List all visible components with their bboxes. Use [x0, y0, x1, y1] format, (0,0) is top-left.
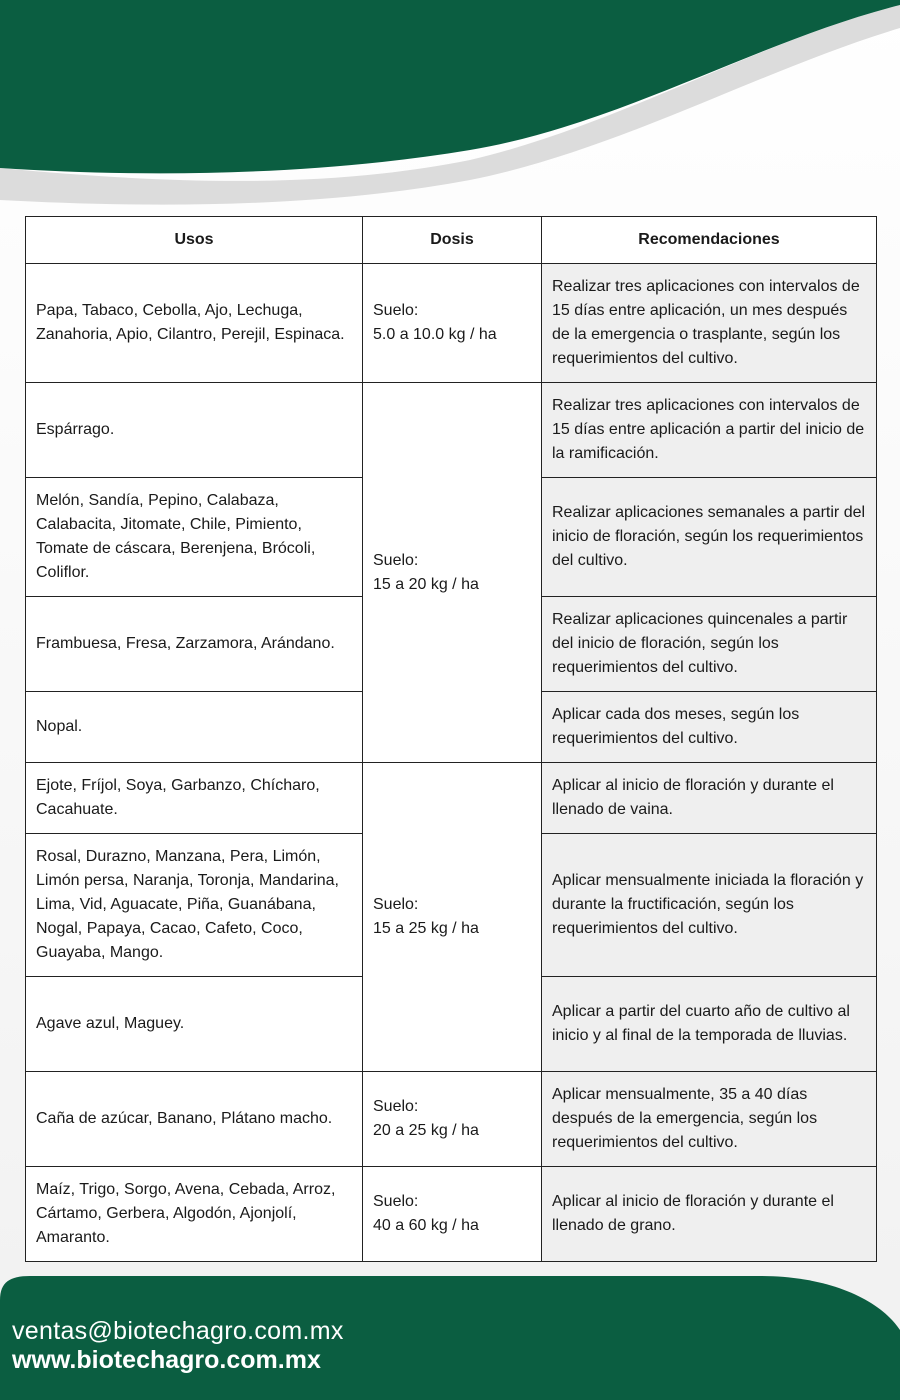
dose-cell — [363, 383, 542, 763]
header-dosis: Dosis — [363, 217, 542, 264]
crop-cell: Rosal, Durazno, Manzana, Pera, Limón, Limón persa, Naranja, Toronja, Mandarina, Lima, Vid, Aguacate, Piña, Guanábana, Nogal, Papaya, Cacao, Cafeto, Coco, Guayaba, Mango. — [26, 834, 363, 977]
recommendation-cell: Aplicar al inicio de floración y durante el llenado de grano. — [542, 1167, 877, 1262]
crop-cell: Melón, Sandía, Pepino, Calabaza, Calabacita, Jitomate, Chile, Pimiento, Tomate de cáscara, Berenjena, Brócoli, Coliflor. — [26, 478, 363, 597]
dose-value: 5.0 a 10.0 kg / ha — [373, 326, 497, 343]
table-header-row — [26, 217, 877, 264]
table-row — [26, 1072, 877, 1167]
crop-cell: Caña de azúcar, Banano, Plátano macho. — [26, 1072, 363, 1167]
recommendation-cell: Realizar aplicaciones semanales a partir del inicio de floración, según los requerimientos del cultivo. — [542, 478, 877, 597]
table-row — [26, 1167, 877, 1262]
dose-label: Suelo: — [373, 302, 419, 319]
dose-value: 20 a 25 kg / ha — [373, 1122, 479, 1139]
recommendation-cell: Realizar tres aplicaciones con intervalos de 15 días entre aplicación a partir del inicio de la ramificación. — [542, 383, 877, 478]
dose-value: 15 a 25 kg / ha — [373, 920, 479, 937]
crop-cell: Agave azul, Maguey. — [26, 977, 363, 1072]
table-row — [26, 383, 877, 478]
table-row — [26, 763, 877, 834]
dose-cell — [363, 1167, 542, 1262]
crop-cell: Maíz, Trigo, Sorgo, Avena, Cebada, Arroz, Cártamo, Gerbera, Algodón, Ajonjolí, Amaranto. — [26, 1167, 363, 1262]
table-row — [26, 264, 877, 383]
usage-table — [25, 216, 877, 1262]
dose-cell — [363, 763, 542, 1072]
crop-cell: Espárrago. — [26, 383, 363, 478]
dose-label: Suelo: — [373, 1098, 419, 1115]
dose-label: Suelo: — [373, 1193, 419, 1210]
dose-cell — [363, 264, 542, 383]
crop-cell: Papa, Tabaco, Cebolla, Ajo, Lechuga, Zanahoria, Apio, Cilantro, Perejil, Espinaca. — [26, 264, 363, 383]
recommendation-cell: Aplicar al inicio de floración y durante el llenado de vaina. — [542, 763, 877, 834]
recommendation-cell: Aplicar a partir del cuarto año de cultivo al inicio y al final de la temporada de lluvias. — [542, 977, 877, 1072]
banner-green-shape — [0, 0, 900, 173]
dose-label: Suelo: — [373, 551, 419, 569]
header-usos: Usos — [26, 217, 363, 264]
recommendation-cell: Aplicar cada dos meses, según los requerimientos del cultivo. — [542, 692, 877, 763]
recommendation-cell: Realizar aplicaciones quincenales a partir del inicio de floración, según los requerimientos del cultivo. — [542, 597, 877, 692]
footer-contact — [12, 1316, 344, 1374]
dose-label: Suelo: — [373, 896, 419, 913]
footer-website[interactable]: www.biotechagro.com.mx — [12, 1346, 321, 1374]
footer-email[interactable]: ventas@biotechagro.com.mx — [12, 1317, 344, 1345]
dose-cell — [363, 1072, 542, 1167]
crop-cell: Ejote, Fríjol, Soya, Garbanzo, Chícharo, Cacahuate. — [26, 763, 363, 834]
recommendation-cell: Realizar tres aplicaciones con intervalos de 15 días entre aplicación, un mes después de la emergencia o trasplante, según los requerimientos del cultivo. — [542, 264, 877, 383]
top-banner — [0, 0, 900, 210]
recommendation-cell: Aplicar mensualmente iniciada la floración y durante la fructificación, según los requerimientos del cultivo. — [542, 834, 877, 977]
dose-value: 15 a 20 kg / ha — [373, 575, 479, 593]
header-recomendaciones: Recomendaciones — [542, 217, 877, 264]
recommendation-cell: Aplicar mensualmente, 35 a 40 días después de la emergencia, según los requerimientos del cultivo. — [542, 1072, 877, 1167]
dose-value: 40 a 60 kg / ha — [373, 1217, 479, 1234]
crop-cell: Frambuesa, Fresa, Zarzamora, Arándano. — [26, 597, 363, 692]
crop-cell: Nopal. — [26, 692, 363, 763]
